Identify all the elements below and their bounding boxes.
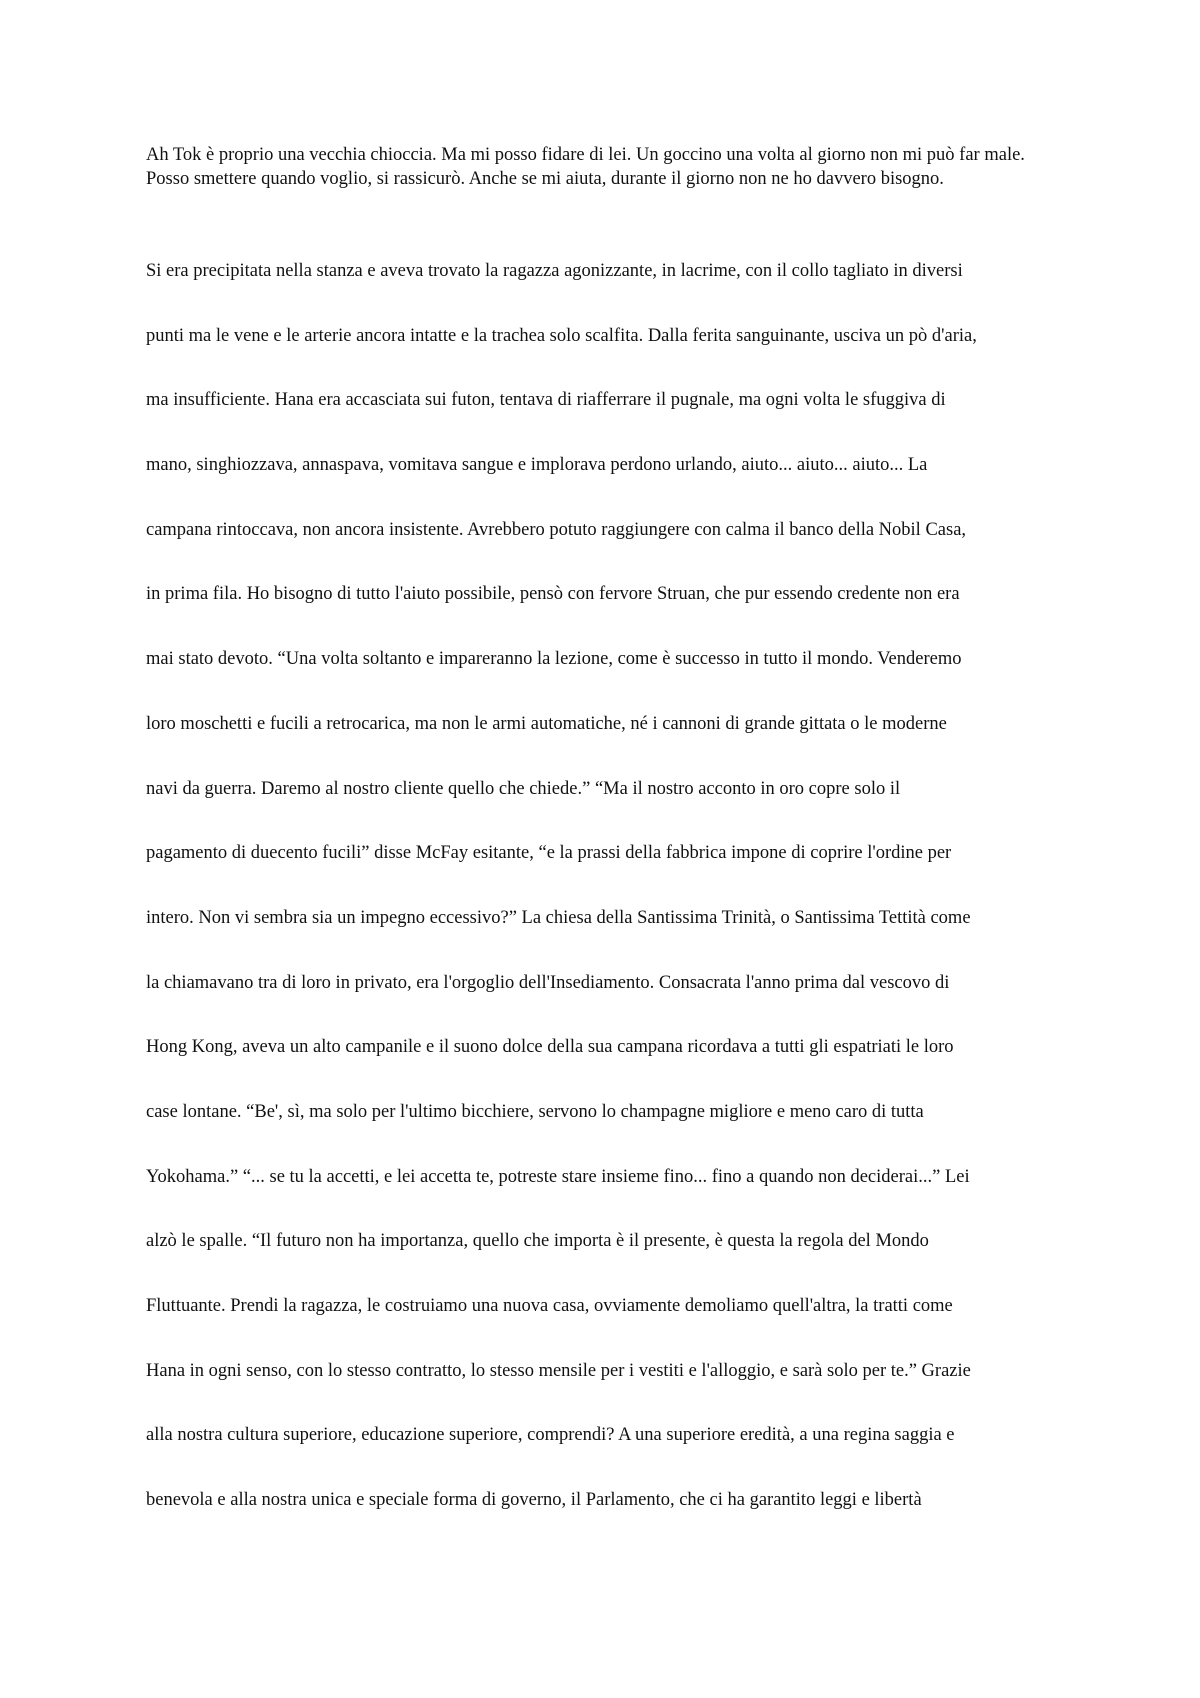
text-line: ma insufficiente. Hana era accasciata sui futon, tentava di riafferrare il pugnale, ma ogni volta le sfuggiva di	[146, 390, 946, 411]
paragraph-2	[146, 262, 1066, 1556]
text-line: Hana in ogni senso, con lo stesso contratto, lo stesso mensile per i vestiti e l'alloggio, e sarà solo per te.” Grazie	[146, 1360, 971, 1381]
text-line: in prima fila. Ho bisogno di tutto l'aiuto possibile, pensò con fervore Struan, che pur essendo credente non era	[146, 584, 960, 605]
paragraph-1: Ah Tok è proprio una vecchia chioccia. Ma mi posso fidare di lei. Un goccino una volta al giorno non mi può far male. Posso smettere quando voglio, si rassicurò. Anche se mi aiuta, durante il giorno non ne ho davvero bisogno.	[146, 145, 1025, 189]
text-line: alzò le spalle. “Il futuro non ha importanza, quello che importa è il presente, è questa la regola del Mondo	[146, 1231, 929, 1252]
text-line: navi da guerra. Daremo al nostro cliente quello che chiede.” “Ma il nostro acconto in oro copre solo il	[146, 778, 901, 799]
text-line: campana rintoccava, non ancora insistente. Avrebbero potuto raggiungere con calma il banco della Nobil Casa,	[146, 519, 967, 540]
text-line: Si era precipitata nella stanza e aveva trovato la ragazza agonizzante, in lacrime, con il collo tagliato in diversi	[146, 261, 963, 281]
text-line: mano, singhiozzava, annaspava, vomitava sangue e implorava perdono urlando, aiuto... aiuto... aiuto... La	[146, 455, 928, 476]
text-line: punti ma le vene e le arterie ancora intatte e la trachea solo scalfita. Dalla ferita sanguinante, usciva un pò d'aria,	[146, 325, 977, 346]
text-line: alla nostra cultura superiore, educazione superiore, comprendi? A una superiore eredità, a una regina saggia e	[146, 1425, 955, 1446]
text-line: benevola e alla nostra unica e speciale forma di governo, il Parlamento, che ci ha garantito leggi e libertà	[146, 1490, 922, 1511]
text-line: pagamento di duecento fucili” disse McFay esitante, “e la prassi della fabbrica impone di coprire l'ordine per	[146, 843, 952, 864]
text-line: mai stato devoto. “Una volta soltanto e impareranno la lezione, come è successo in tutto il mondo. Venderemo	[146, 649, 962, 670]
text-line: Hong Kong, aveva un alto campanile e il suono dolce della sua campana ricordava a tutti gli espatriati le loro	[146, 1037, 954, 1058]
text-line: loro moschetti e fucili a retrocarica, ma non le armi automatiche, né i cannoni di grande gittata o le moderne	[146, 713, 947, 734]
text-line: intero. Non vi sembra sia un impegno eccessivo?” La chiesa della Santissima Trinità, o Santissima Tettità come	[146, 907, 971, 928]
text-line: Yokohama.” “... se tu la accetti, e lei accetta te, potreste stare insieme fino... fino a quando non deciderai...” Lei	[146, 1166, 970, 1187]
text-line: la chiamavano tra di loro in privato, era l'orgoglio dell'Insediamento. Consacrata l'anno prima dal vescovo di	[146, 972, 950, 993]
text-line: case lontane. “Be', sì, ma solo per l'ultimo bicchiere, servono lo champagne migliore e meno caro di tutta	[146, 1101, 924, 1122]
text-line: Fluttuante. Prendi la ragazza, le costruiamo una nuova casa, ovviamente demoliamo quell'altra, la tratti come	[146, 1296, 953, 1316]
